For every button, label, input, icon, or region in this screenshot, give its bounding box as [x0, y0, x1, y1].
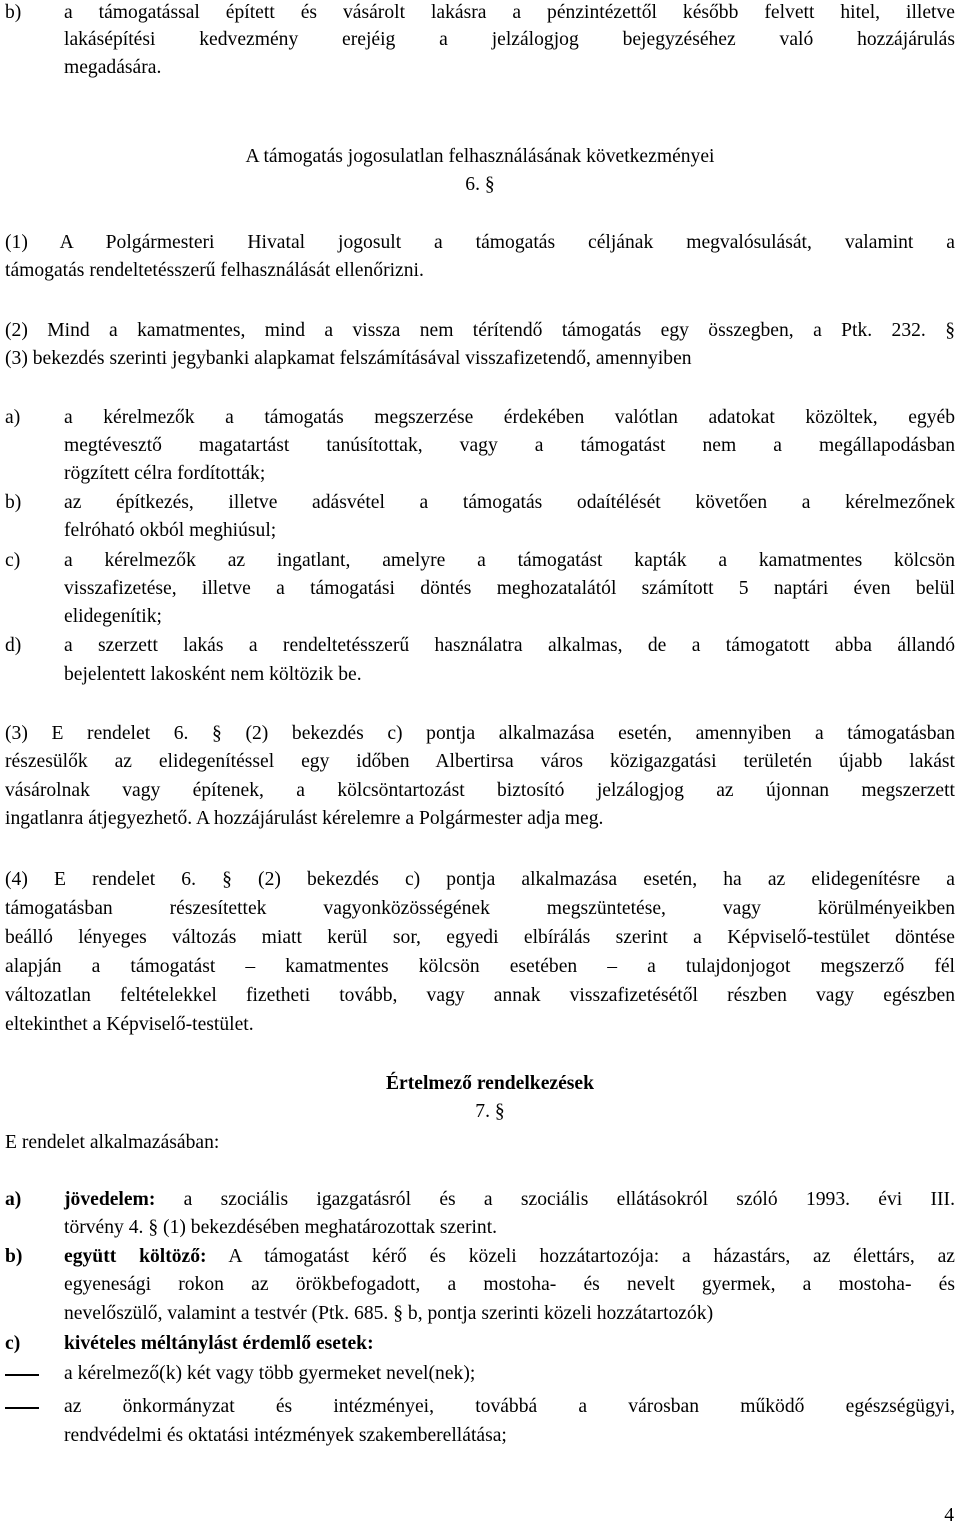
section-heading: A támogatás jogosulatlan felhasználásának következményei [245, 146, 715, 167]
definition-text: A támogatást kérő és közeli hozzátartozója: a házastárs, az élettárs, az [206, 1246, 955, 1267]
list-item-line: rendvédelmi és oktatási intézmények szakemberellátása; [64, 1425, 507, 1446]
paragraph-line: változatlan feltételekkel fizetheti tovább, vagy annak visszafizetésétől részben vagy egészben [5, 985, 955, 1006]
item-label: d) [5, 635, 22, 656]
paragraph-line: lakásépítési kedvezmény erejéig a jelzálogjog bejegyzéséhez való hozzájárulás [64, 29, 955, 50]
list-item-line: a szerzett lakás a rendeltetésszerű használatra alkalmas, de a támogatott abba állandó [64, 635, 955, 656]
definition-text: a szociális igazgatásról és a szociális ellátásokról szóló 1993. évi III. [155, 1189, 955, 1210]
definition-line [64, 1187, 955, 1213]
definition-term: kivételes méltánylást érdemlő esetek: [64, 1333, 374, 1354]
list-item-line: elidegenítik; [64, 606, 162, 627]
item-label: b) [5, 2, 22, 23]
item-label: c) [5, 550, 21, 571]
definition-term: jövedelem: [64, 1189, 156, 1210]
list-item-line: bejelentett lakosként nem költözik be. [64, 664, 362, 685]
definition-line [64, 1244, 955, 1270]
item-label: b) [5, 492, 22, 513]
paragraph-line: beálló lényeges változás miatt kerül sor, egyedi elbírálás szerint a Képviselő-testület döntése [5, 927, 955, 948]
definition-line: egyenesági rokon az örökbefogadott, a mostoha- és nevelt gyermek, a mostoha- és [64, 1274, 955, 1295]
paragraph-line: (4) E rendelet 6. § (2) bekezdés c) pontja alkalmazása esetén, ha az elidegenítésre a [5, 869, 955, 890]
paragraph-line: eltekinthet a Képviselő-testület. [5, 1014, 254, 1035]
dash-bullet [5, 1374, 39, 1376]
intro-text: E rendelet alkalmazásában: [5, 1132, 220, 1153]
definition-line: törvény 4. § (1) bekezdésében meghatározottak szerint. [64, 1217, 498, 1238]
dash-bullet [5, 1407, 39, 1409]
paragraph-line: (3) E rendelet 6. § (2) bekezdés c) pontja alkalmazása esetén, amennyiben a támogatásban [5, 723, 955, 744]
section-number: 6. § [465, 174, 495, 195]
list-item-line: a kérelmező(k) két vagy több gyermeket nevel(nek); [64, 1363, 476, 1384]
paragraph-line: alapján a támogatást – kamatmentes kölcsön esetében – a tulajdonjogot megszerző fél [5, 956, 955, 977]
list-item-line: a kérelmezők a támogatás megszerzése érdekében valótlan adatokat közöltek, egyéb [64, 407, 955, 428]
list-item-line: felróható okból meghiúsul; [64, 520, 277, 541]
item-label: b) [5, 1246, 23, 1267]
section-heading: Értelmező rendelkezések [385, 1073, 595, 1094]
list-item-line: az építkezés, illetve adásvétel a támogatás odaítélését követően a kérelmezőnek [64, 492, 955, 513]
list-item-line: rögzített célra fordították; [64, 463, 266, 484]
paragraph-line: (2) Mind a kamatmentes, mind a vissza nem térítendő támogatás egy összegben, a Ptk. 232. § [5, 320, 955, 341]
item-label: a) [5, 1189, 22, 1210]
paragraph-line: támogatás rendeltetésszerű felhasználását ellenőrizni. [5, 260, 424, 281]
paragraph-line: támogatásban részesítettek vagyonközösségének megszüntetése, vagy körülményeikben [5, 898, 955, 919]
list-item-line: az önkormányzat és intézményei, továbbá a városban működő egészségügyi, [64, 1396, 955, 1417]
list-item-line: visszafizetése, illetve a támogatási döntés meghozatalától számított 5 naptári éven belül [64, 578, 955, 599]
paragraph-line: (3) bekezdés szerinti jegybanki alapkamat felszámításával visszafizetendő, amennyiben [5, 348, 692, 369]
paragraph-line: (1) A Polgármesteri Hivatal jogosult a támogatás céljának megvalósulását, valamint a [5, 232, 955, 253]
paragraph-line: megadására. [64, 57, 162, 78]
paragraph-line: vásárolnak vagy építenek, a kölcsöntartozást biztosító jelzálogjog az újonnan megszerzett [5, 780, 955, 801]
section-number: 7. § [475, 1101, 505, 1122]
item-label: c) [5, 1333, 21, 1354]
paragraph-line: részesülők az elidegenítéssel egy időben Albertirsa város közigazgatási területén újabb lakást [5, 751, 955, 772]
definition-line: nevelőszülő, valamint a testvér (Ptk. 685. § b, pontja szerinti közeli hozzátartozók) [64, 1303, 714, 1324]
list-item-line: a kérelmezők az ingatlant, amelyre a támogatást kapták a kamatmentes kölcsön [64, 550, 955, 571]
page-number: 4 [944, 1505, 954, 1526]
list-item-line: megtévesztő magatartást tanúsítottak, vagy a támogatást nem a megállapodásban [64, 435, 955, 456]
item-label: a) [5, 407, 21, 428]
paragraph-line: ingatlanra átjegyezhető. A hozzájárulást kérelemre a Polgármester adja meg. [5, 808, 604, 829]
paragraph-line: a támogatással épített és vásárolt lakásra a pénzintézettől később felvett hitel, illetve [64, 2, 955, 23]
definition-term: együtt költöző: [64, 1246, 207, 1267]
